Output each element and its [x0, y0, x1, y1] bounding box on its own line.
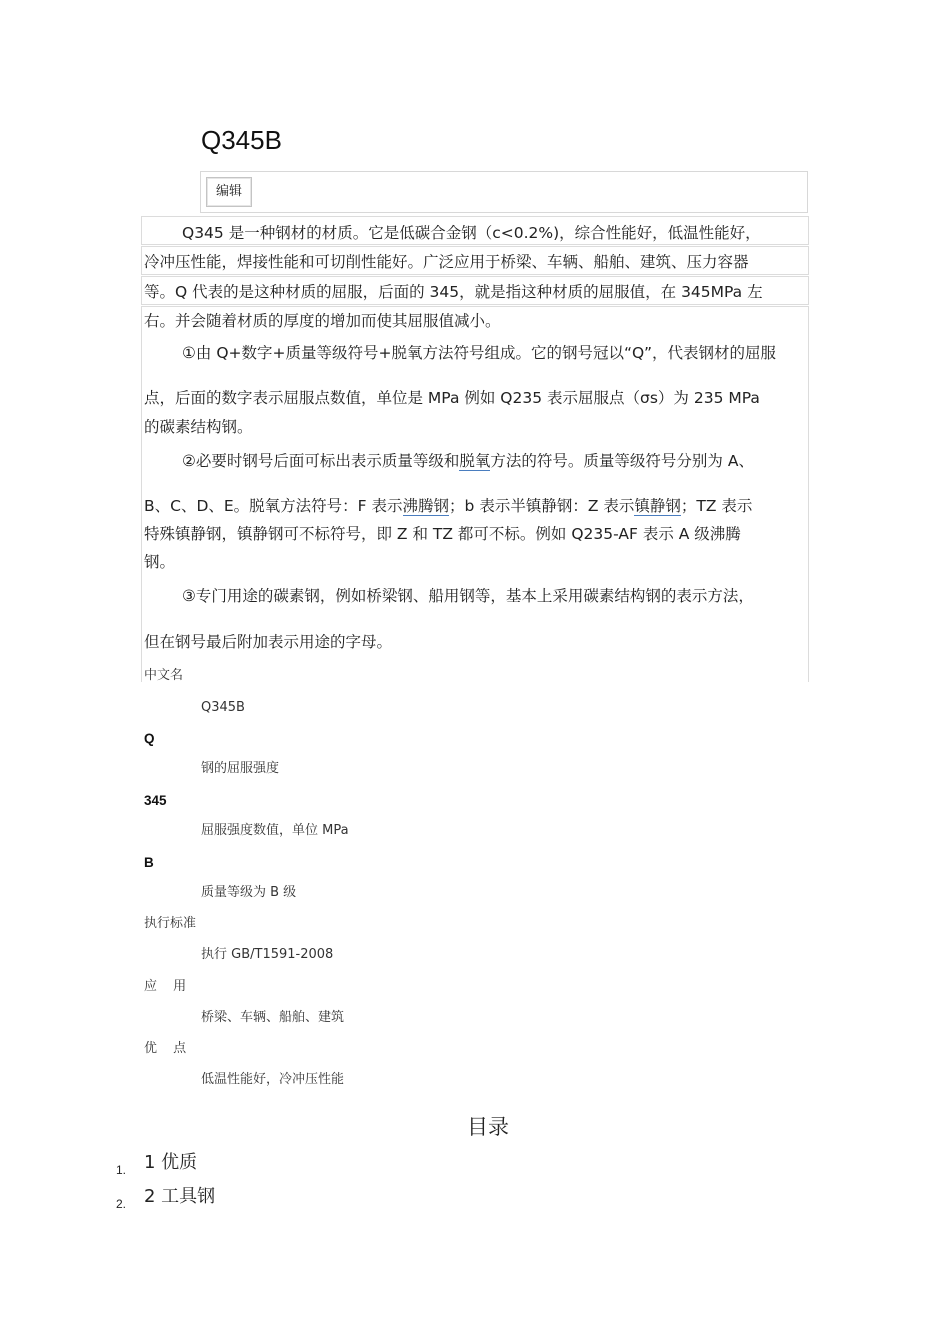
- infobox-value: 桥梁、车辆、船舶、建筑: [201, 1010, 345, 1025]
- toc-item-1[interactable]: 1 优质: [144, 1152, 198, 1173]
- point-2-line: 特殊镇静钢，镇静钢可不标符号，即 Z 和 TZ 都可不标。例如 Q235-AF 表示 A 级沸腾: [144, 525, 741, 543]
- infobox-value: 钢的屈服强度: [201, 761, 280, 776]
- page-title: Q345B: [201, 125, 282, 155]
- infobox-term: Q: [144, 731, 155, 746]
- infobox-value: 执行 GB/T1591-2008: [201, 947, 334, 962]
- point-2-text: B、C、D、E。脱氧方法符号：F 表示: [144, 497, 403, 515]
- deoxidation-link[interactable]: 脱氧: [459, 452, 491, 470]
- point-2-text: ；b 表示半镇静钢：Z 表示: [449, 497, 635, 515]
- intro-line: Q345 是一种钢材的材质。它是低碳合金钢（c<0.2%)，综合性能好，低温性能好，: [182, 224, 761, 242]
- intro-line: 等。Q 代表的是这种材质的屈服，后面的 345，就是指这种材质的屈服值，在 345MPa 左: [144, 283, 763, 301]
- intro-line: 右。并会随着材质的厚度的增加而使其屈服值减小。: [144, 312, 501, 330]
- point-2-line: 钢。: [144, 553, 176, 571]
- infobox-term: 优 点: [144, 1041, 187, 1056]
- toc-item-2[interactable]: 2 工具钢: [144, 1186, 216, 1207]
- toc-title: 目录: [467, 1115, 509, 1139]
- killed-steel-link[interactable]: 镇静钢: [634, 497, 681, 515]
- infobox-value: 质量等级为 B 级: [201, 885, 297, 900]
- point-1-line: 点，后面的数字表示屈服点数值，单位是 MPa 例如 Q235 表示屈服点（σs）为 235 MPa: [144, 389, 760, 407]
- rimmed-steel-link[interactable]: 沸腾钢: [402, 497, 450, 515]
- point-2-line: [182, 451, 754, 471]
- edit-button[interactable]: 编辑: [206, 177, 252, 207]
- edit-toolbar: [200, 171, 808, 213]
- infobox-value: 低温性能好，冷冲压性能: [201, 1072, 345, 1087]
- point-3-line: 但在钢号最后附加表示用途的字母。: [144, 633, 393, 651]
- infobox-value: Q345B: [201, 700, 245, 715]
- point-3-line: ③专门用途的碳素钢，例如桥梁钢、船用钢等，基本上采用碳素结构钢的表示方法，: [182, 587, 754, 605]
- toc-item-number: 2.: [116, 1197, 127, 1211]
- infobox-value: 屈服强度数值，单位 MPa: [201, 823, 349, 838]
- infobox-term: 应 用: [144, 979, 187, 994]
- intro-line: 冷冲压性能，焊接性能和可切削性能好。广泛应用于桥梁、车辆、船舶、建筑、压力容器: [144, 253, 749, 271]
- toc-item-number: 1.: [116, 1163, 127, 1177]
- point-1-line: ①由 Q+数字+质量等级符号+脱氧方法符号组成。它的钢号冠以“Q”，代表钢材的屈服: [182, 344, 776, 362]
- point-2-text: ②必要时钢号后面可标出表示质量等级和: [182, 452, 460, 470]
- infobox-term: B: [144, 855, 154, 870]
- point-2-text: 方法的符号。质量等级符号分别为 A、: [490, 452, 754, 470]
- point-2-text: ；TZ 表示: [680, 497, 753, 515]
- point-1-line: 的碳素结构钢。: [144, 418, 253, 436]
- infobox-term: 中文名: [144, 668, 184, 683]
- infobox-term: 345: [144, 793, 167, 808]
- point-2-line: [144, 496, 752, 516]
- infobox-term: 执行标准: [144, 916, 197, 931]
